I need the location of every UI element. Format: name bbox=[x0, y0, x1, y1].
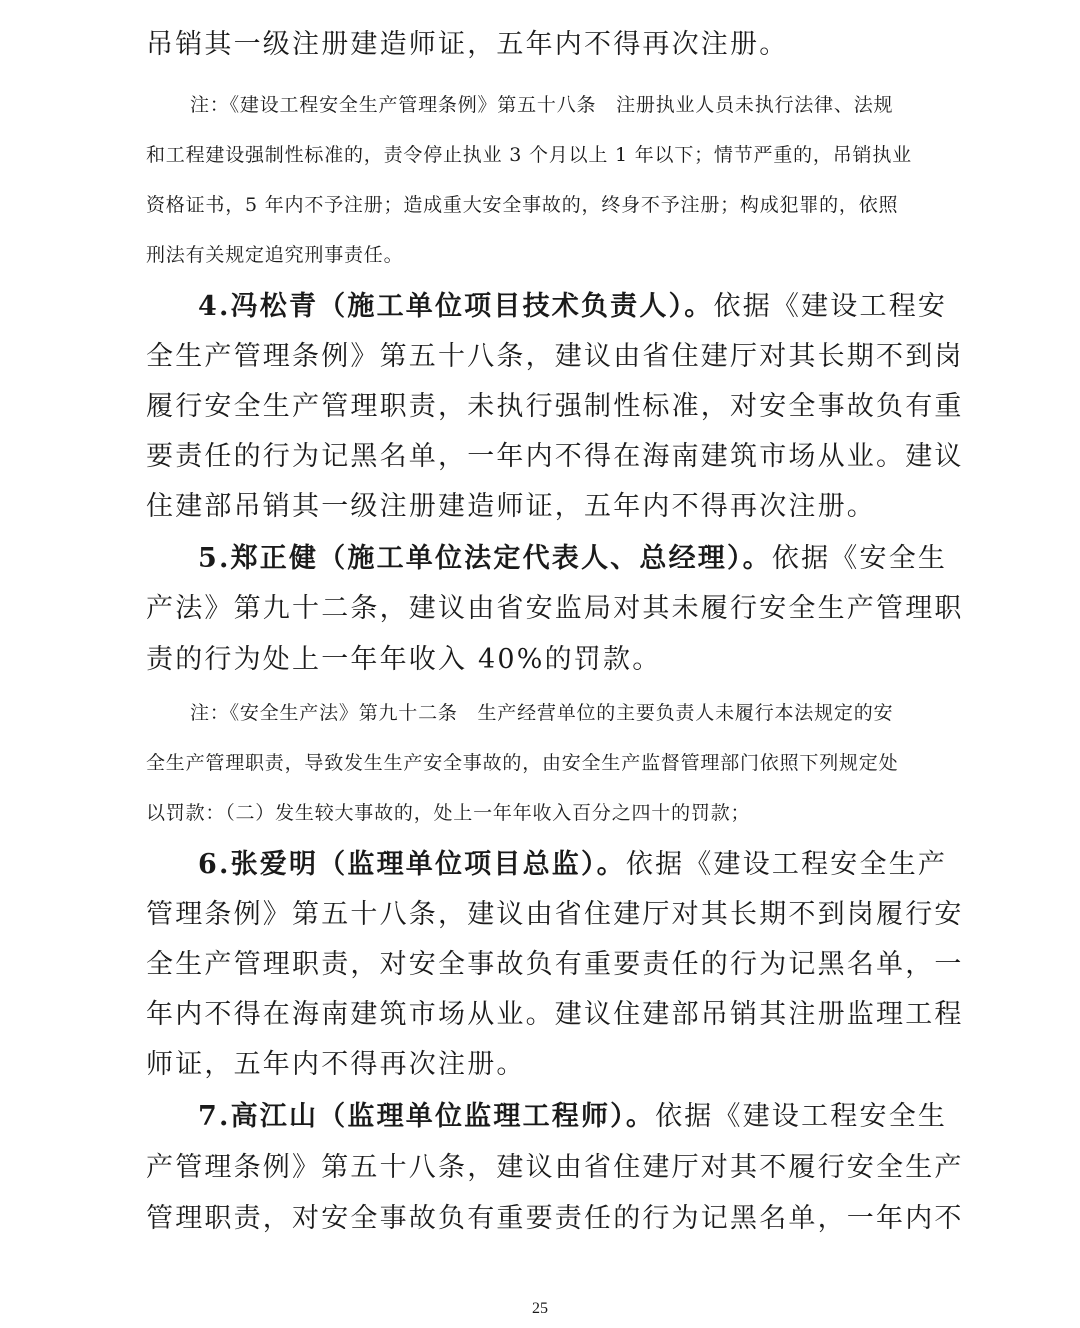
note-line: 刑法有关规定追究刑事责任。 bbox=[146, 244, 404, 266]
section-lead: 依据《建设工程安全生产 bbox=[625, 849, 948, 880]
body-line: 产法》第九十二条，建议由省安监局对其未履行安全生产管理职 bbox=[146, 593, 964, 624]
section-title: 6.张爱明（监理单位项目总监）。 bbox=[198, 849, 626, 880]
section-lead: 依据《建设工程安全生 bbox=[655, 1101, 948, 1132]
note-line: 全生产管理职责，导致发生生产安全事故的，由安全生产监督管理部门依照下列规定处 bbox=[146, 752, 899, 774]
section-heading-7 bbox=[198, 1094, 947, 1133]
body-line: 年内不得在海南建筑市场从业。建议住建部吊销其注册监理工程 bbox=[146, 999, 964, 1030]
section-heading-4 bbox=[198, 284, 947, 323]
body-line: 产管理条例》第五十八条，建议由省住建厅对其不履行安全生产 bbox=[146, 1152, 964, 1183]
body-line: 师证，五年内不得再次注册。 bbox=[146, 1049, 526, 1080]
section-title: 5.郑正健（施工单位法定代表人、总经理）。 bbox=[198, 543, 772, 574]
section-lead: 依据《安全生 bbox=[771, 543, 948, 574]
body-line: 责的行为处上一年年收入 40%的罚款。 bbox=[146, 644, 662, 675]
section-heading-6 bbox=[198, 842, 947, 881]
body-line: 履行安全生产管理职责，未执行强制性标准，对安全事故负有重 bbox=[146, 391, 964, 422]
body-line: 要责任的行为记黑名单，一年内不得在海南建筑市场从业。建议 bbox=[146, 441, 964, 472]
note-line: 注：《建设工程安全生产管理条例》第五十八条 注册执业人员未执行法律、法规 bbox=[190, 94, 894, 116]
section-title: 7.高江山（监理单位监理工程师）。 bbox=[198, 1101, 656, 1132]
section-lead: 依据《建设工程安 bbox=[713, 291, 948, 322]
note-line: 资格证书，5 年内不予注册；造成重大安全事故的，终身不予注册；构成犯罪的，依照 bbox=[146, 194, 899, 216]
body-line: 吊销其一级注册建造师证，五年内不得再次注册。 bbox=[146, 29, 789, 60]
body-line: 管理职责，对安全事故负有重要责任的行为记黑名单，一年内不 bbox=[146, 1203, 964, 1234]
body-line: 住建部吊销其一级注册建造师证，五年内不得再次注册。 bbox=[146, 491, 876, 522]
body-line: 管理条例》第五十八条，建议由省住建厅对其长期不到岗履行安 bbox=[146, 899, 964, 930]
page-number: 25 bbox=[532, 1300, 548, 1317]
body-line: 全生产管理职责，对安全事故负有重要责任的行为记黑名单，一 bbox=[146, 949, 964, 980]
body-line: 全生产管理条例》第五十八条，建议由省住建厅对其长期不到岗 bbox=[146, 341, 964, 372]
note-line: 注：《安全生产法》第九十二条 生产经营单位的主要负责人未履行本法规定的安 bbox=[190, 702, 894, 724]
section-heading-5 bbox=[198, 536, 947, 575]
note-line: 以罚款：（二）发生较大事故的，处上一年年收入百分之四十的罚款； bbox=[146, 802, 751, 824]
note-line: 和工程建设强制性标准的，责令停止执业 3 个月以上 1 年以下；情节严重的，吊销执业 bbox=[146, 144, 912, 166]
section-title: 4.冯松青（施工单位项目技术负责人）。 bbox=[198, 291, 714, 322]
